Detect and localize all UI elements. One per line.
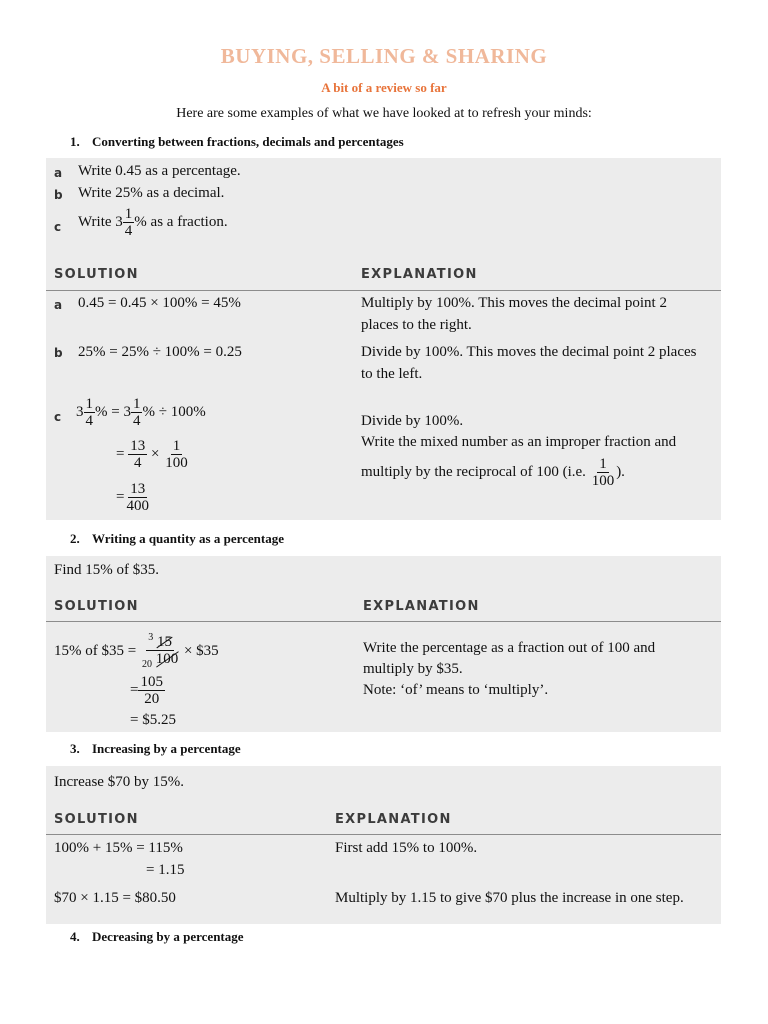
solution-line3: $70 × 1.15 = $80.50 — [54, 890, 176, 906]
example-box-2 — [46, 556, 721, 732]
section-title: Writing a quantity as a percentage — [92, 531, 284, 546]
explanation-b-line1: Divide by 100%. This moves the decimal point 2 places — [361, 344, 697, 360]
section-title: Increasing by a percentage — [92, 741, 241, 756]
question-label-c: c — [54, 220, 62, 234]
explanation-line2: Multiply by 1.15 to give $70 plus the increase in one step. — [335, 890, 684, 906]
section-heading-2 — [70, 531, 284, 547]
explanation-line1: First add 15% to 100%. — [335, 840, 478, 856]
section-number: 3. — [70, 741, 80, 756]
solution-c-line1: 3 $\frac{1}{4}$ % = 3 $\frac{1}{4}$ % ÷ 100% — [76, 396, 206, 429]
explanation-a-line2: places to the right. — [361, 317, 472, 333]
solution-c-line3: = $\frac{13}{400}$ — [116, 481, 149, 514]
question-b: Write 25% as a decimal. — [78, 185, 225, 201]
example-box-1 — [46, 158, 721, 520]
solution-header: SOLUTION — [54, 267, 139, 282]
explanation-a-line1: Multiply by 100%. This moves the decimal point 2 — [361, 295, 667, 311]
section-title: Decreasing by a percentage — [92, 929, 244, 944]
question-label-b: b — [54, 188, 63, 202]
divider — [46, 834, 721, 835]
solution-line2: = $\frac{105}{20}$ — [130, 674, 163, 707]
solution-line2: = 1.15 — [146, 862, 185, 878]
question-a: Write 0.45 as a percentage. — [78, 163, 241, 179]
section-heading-3 — [70, 741, 241, 757]
question-text: Increase $70 by 15%. — [54, 774, 184, 790]
solution-line1: 15% of $35 = $\frac{^3 15}{_{20} 100}$ × $35 — [54, 632, 219, 670]
explanation-c-line1: Divide by 100%. — [361, 413, 464, 429]
solution-a: 0.45 = 0.45 × 100% = 45% — [78, 295, 241, 311]
question-label-a: a — [54, 166, 63, 180]
divider — [46, 621, 721, 622]
fraction: $\frac{1}{4}$ — [124, 206, 133, 239]
page-subtitle: A bit of a review so far — [321, 80, 447, 95]
explanation-c-line3: multiply by the reciprocal of 100 (i.e. $\frac{1}{100}$ ). — [361, 456, 625, 489]
section-heading-4 — [70, 929, 244, 945]
explanation-line3: Note: ‘of’ means to ‘multiply’. — [363, 682, 549, 698]
solution-label-c: c — [54, 410, 62, 424]
explanation-header: EXPLANATION — [363, 599, 480, 614]
section-number: 2. — [70, 531, 80, 546]
solution-c-line2: = $\frac{13}{4}$ × $\frac{1}{100}$ — [116, 438, 188, 471]
explanation-line2: multiply by $35. — [363, 661, 463, 677]
explanation-b-line2: to the left. — [361, 366, 423, 382]
explanation-header: EXPLANATION — [335, 812, 452, 827]
solution-b: 25% = 25% ÷ 100% = 0.25 — [78, 344, 242, 360]
explanation-c-line2: Write the mixed number as an improper fraction and — [361, 434, 677, 450]
divider — [46, 290, 721, 291]
example-box-3 — [46, 766, 721, 924]
question-text: Find 15% of $35. — [54, 562, 159, 578]
question-c: Write 3 $\frac{1}{4}$ % as a fraction. — [78, 206, 228, 239]
intro-text: Here are some examples of what we have looked at to refresh your minds: — [176, 106, 592, 121]
solution-label-b: b — [54, 346, 63, 360]
section-heading-1 — [70, 134, 404, 150]
explanation-line1: Write the percentage as a fraction out of 100 and — [363, 640, 656, 656]
solution-header: SOLUTION — [54, 812, 139, 827]
solution-line1: 100% + 15% = 115% — [54, 840, 183, 856]
explanation-header: EXPLANATION — [361, 267, 478, 282]
section-number: 4. — [70, 929, 80, 944]
solution-label-a: a — [54, 298, 63, 312]
page-title: BUYING, SELLING & SHARING — [220, 44, 548, 68]
section-title: Converting between fractions, decimals and percentages — [92, 134, 404, 149]
section-number: 1. — [70, 134, 80, 149]
solution-line3: = $5.25 — [130, 712, 176, 728]
solution-header: SOLUTION — [54, 599, 139, 614]
